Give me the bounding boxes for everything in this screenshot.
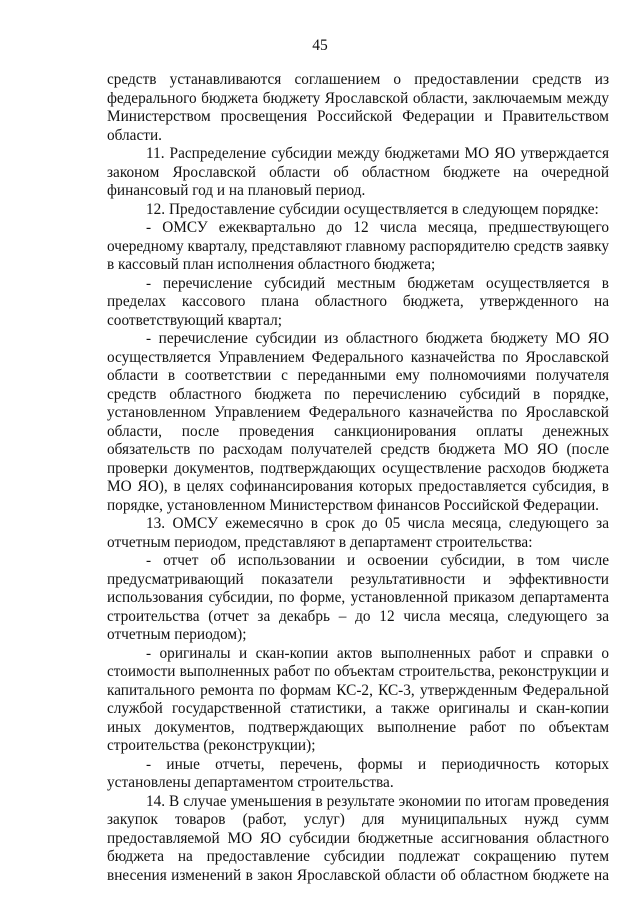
list-item-transfer-limits: - перечисление субсидий местным бюджетам осуществляется в пределах кассового плана областного бюджета, утвержденного на соответствующий квартал;: [107, 274, 609, 329]
page-number: 45: [312, 37, 328, 54]
paragraph-12-subsidy-procedure: 12. Предоставление субсидии осуществляется в следующем порядке:: [146, 200, 599, 218]
paragraph-14-savings-reduction: 14. В случае уменьшения в результате экономии по итогам проведения закупок товаров (работ, услуг) для муниципальных нужд сумм предоставляемой МО ЯО субсидии бюджетные ассигнования областного бюджета на предоставление субсидии подлежат сокращению путем внесения изменений в закон Ярославской области об областном бюджете на: [107, 792, 609, 884]
list-item-quarterly-request: - ОМСУ ежеквартально до 12 числа месяца, предшествующего очередному кварталу, представляют главному распорядителю средств заявку в кассовый план исполнения областного бюджета;: [107, 219, 609, 273]
list-item-other-reports: - иные отчеты, перечень, формы и периодичность которых установлены департаментом строительства.: [107, 755, 609, 791]
document-body: [107, 71, 609, 885]
paragraph-11-subsidy-distribution: 11. Распределение субсидии между бюджетами МО ЯО утверждается законом Ярославской области об областном бюджете на очередной финансовый год и на плановый период.: [107, 145, 609, 199]
paragraph-13-monthly-reports: 13. ОМСУ ежемесячно в срок до 05 числа месяца, следующего за отчетным периодом, представляют в департамент строительства:: [107, 515, 609, 551]
list-item-acts-originals: - оригиналы и скан-копии актов выполненных работ и справки о стоимости выполненных работ по объектам строительства, реконструкции и капитального ремонта по формам КС-2, КС-3, утвержденным Федеральной службой государственной статистики, а также оригиналы и скан-копии иных документов, подтверждающих выполнение работ по объектам строительства (реконструкции);: [107, 644, 609, 754]
list-item-usage-report: - отчет об использовании и освоении субсидии, в том числе предусматривающий показатели результативности и эффективности использования субсидии, по форме, установленной приказом департамента строительства (отчет за декабрь – до 12 числа месяца, следующего за отчетным периодом);: [107, 552, 609, 643]
paragraph-budget-agreement: средств устанавливаются соглашением о предоставлении средств из федерального бюджета бюджету Ярославской области, заключаемым между Министерством просвещения Российской Федерации и Правительством области.: [107, 71, 609, 144]
list-item-treasury-transfer: - перечисление субсидии из областного бюджета бюджету МО ЯО осуществляется Управлением Федерального казначейства по Ярославской области в соответствии с переданными ему полномочиями получателя средств областного бюджета по перечислению субсидий в порядке, установленном Управлением Федерального казначейства по Ярославской области, после проведения санкционирования оплаты денежных обязательств по расходам получателей средств бюджета МО ЯО (после проверки документов, подтверждающих осуществление расходов бюджета МО ЯО), в целях софинансирования которых предоставляется субсидия, в порядке, установленном Министерством финансов Российской Федерации.: [107, 330, 609, 514]
